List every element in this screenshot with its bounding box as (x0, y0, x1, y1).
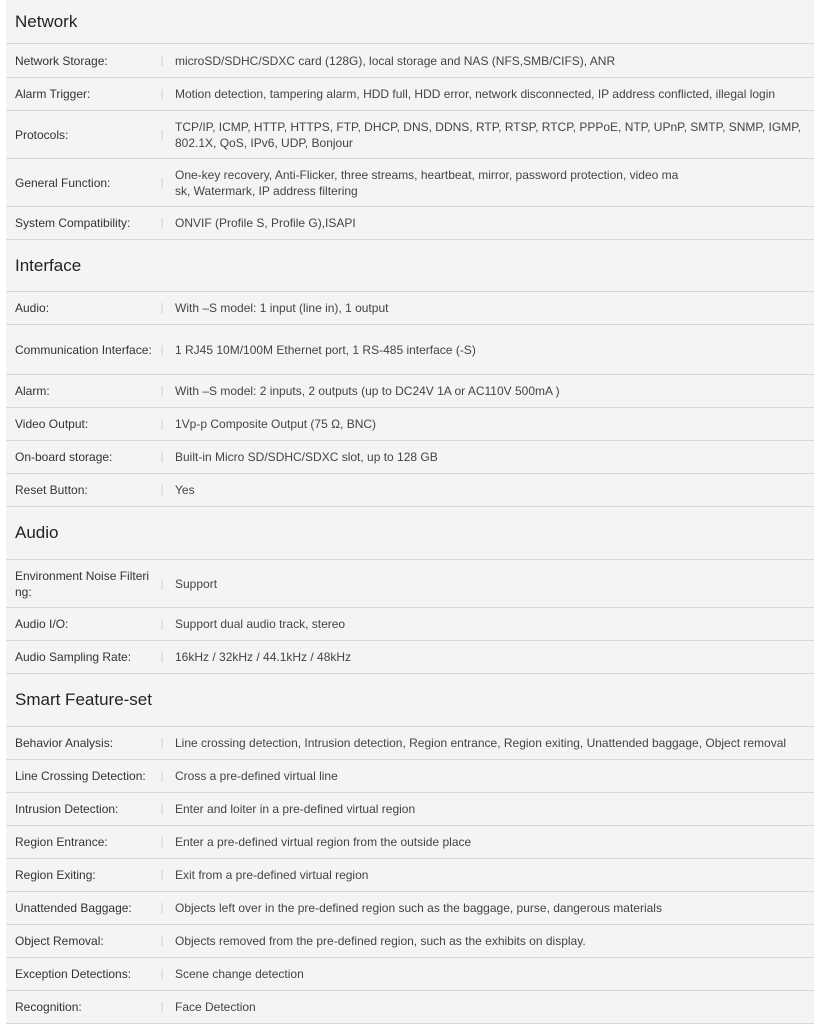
spec-value: Motion detection, tampering alarm, HDD full, HDD error, network disconnected, IP address conflicted, illegal login (175, 87, 776, 101)
spec-label: Video Output: (15, 417, 89, 431)
column-divider: | (160, 217, 164, 229)
spec-value: Line crossing detection, Intrusion detection, Region entrance, Region exiting, Unattended baggage, Object removal (175, 736, 787, 750)
column-divider: | (160, 803, 164, 815)
spec-row (6, 78, 814, 111)
column-divider: | (160, 385, 164, 397)
spec-label: Region Entrance: (15, 835, 108, 849)
spec-row (6, 111, 814, 159)
column-divider: | (160, 451, 164, 463)
spec-label: Audio: (15, 301, 50, 315)
spec-value: 1Vp-p Composite Output (75 Ω, BNC) (175, 417, 377, 431)
column-divider: | (160, 902, 164, 914)
column-divider: | (160, 484, 164, 496)
spec-value: 16kHz / 32kHz / 44.1kHz / 48kHz (175, 650, 352, 664)
spec-value: With –S model: 1 input (line in), 1 output (175, 301, 389, 315)
spec-label: Object Removal: (15, 934, 104, 948)
spec-label: On-board storage: (15, 450, 113, 464)
spec-value: Support dual audio track, stereo (175, 617, 346, 631)
section-title-audio: Audio (6, 507, 814, 560)
spec-value: With –S model: 2 inputs, 2 outputs (up to DC24V 1A or AC110V 500mA ) (175, 384, 560, 398)
spec-label: Audio I/O: (15, 617, 69, 631)
spec-row (6, 760, 814, 793)
spec-row (6, 44, 814, 78)
spec-row (6, 474, 814, 507)
column-divider: | (160, 54, 164, 67)
column-divider: | (160, 577, 164, 590)
spec-value: ONVIF (Profile S, Profile G),ISAPI (175, 216, 356, 230)
spec-value: Yes (175, 483, 195, 497)
spec-row (6, 560, 814, 608)
spec-row (6, 441, 814, 474)
spec-label: Line Crossing Detection: (15, 769, 146, 783)
spec-row (6, 991, 814, 1024)
spec-label: Communication Interface: (15, 342, 152, 357)
spec-value: Enter a pre-defined virtual region from the outside place (175, 835, 472, 849)
spec-label: Intrusion Detection: (15, 802, 119, 816)
spec-value: Exit from a pre-defined virtual region (175, 868, 369, 882)
spec-row (6, 207, 814, 240)
column-divider: | (160, 836, 164, 848)
spec-row (6, 408, 814, 441)
spec-value: TCP/IP, ICMP, HTTP, HTTPS, FTP, DHCP, DNS, DDNS, RTP, RTSP, RTCP, PPPoE, NTP, UPnP, SMTP, SNMP, IGMP, 802.1X, QoS, IPv6, UDP, Bonjour (175, 119, 801, 150)
section-title-smart-feature-set: Smart Feature-set (6, 674, 814, 727)
column-divider: | (160, 1001, 164, 1013)
spec-row (6, 826, 814, 859)
column-divider: | (160, 128, 164, 141)
spec-value: microSD/SDHC/SDXC card (128G), local storage and NAS (NFS,SMB/CIFS), ANR (175, 53, 616, 68)
spec-label: Alarm: (15, 384, 50, 398)
spec-label: Environment Noise Filtering: (15, 568, 150, 599)
spec-label: Behavior Analysis: (15, 736, 114, 750)
spec-label: Alarm Trigger: (15, 87, 91, 101)
spec-row (6, 925, 814, 958)
spec-row (6, 292, 814, 325)
spec-page (6, 0, 814, 1024)
spec-value: 1 RJ45 10M/100M Ethernet port, 1 RS-485 interface (-S) (175, 342, 476, 357)
spec-value: One-key recovery, Anti-Flicker, three streams, heartbeat, mirror, password protection, video mask, Watermark, IP address filtering (175, 167, 679, 198)
spec-value: Built-in Micro SD/SDHC/SDXC slot, up to 128 GB (175, 450, 438, 464)
column-divider: | (160, 651, 164, 663)
spec-row (6, 159, 814, 207)
column-divider: | (160, 343, 164, 356)
spec-label: Protocols: (15, 127, 69, 142)
spec-row (6, 958, 814, 991)
spec-row (6, 641, 814, 674)
spec-row (6, 325, 814, 375)
column-divider: | (160, 618, 164, 630)
spec-value: Objects left over in the pre-defined region such as the baggage, purse, dangerous materials (175, 901, 662, 915)
column-divider: | (160, 869, 164, 881)
spec-row (6, 892, 814, 925)
spec-label: Region Exiting: (15, 868, 96, 882)
column-divider: | (160, 770, 164, 782)
section-title-network: Network (6, 0, 814, 44)
spec-label: Exception Detections: (15, 967, 132, 981)
spec-row (6, 793, 814, 826)
spec-label: General Function: (15, 175, 111, 190)
column-divider: | (160, 302, 164, 314)
spec-value: Face Detection (175, 1000, 256, 1014)
column-divider: | (160, 968, 164, 980)
column-divider: | (160, 88, 164, 100)
section-title-interface: Interface (6, 240, 814, 292)
column-divider: | (160, 935, 164, 947)
spec-label: Reset Button: (15, 483, 88, 497)
spec-value: Support (175, 576, 218, 591)
column-divider: | (160, 418, 164, 430)
spec-value: Cross a pre-defined virtual line (175, 769, 338, 783)
spec-label: System Compatibility: (15, 216, 131, 230)
spec-value: Objects removed from the pre-defined region, such as the exhibits on display. (175, 934, 586, 948)
spec-row (6, 608, 814, 641)
spec-value: Enter and loiter in a pre-defined virtual region (175, 802, 416, 816)
column-divider: | (160, 737, 164, 749)
spec-label: Audio Sampling Rate: (15, 650, 132, 664)
spec-label: Recognition: (15, 1000, 82, 1014)
column-divider: | (160, 176, 164, 189)
spec-label: Unattended Baggage: (15, 901, 132, 915)
spec-row (6, 727, 814, 760)
spec-label: Network Storage: (15, 53, 108, 68)
spec-value: Scene change detection (175, 967, 304, 981)
spec-row (6, 859, 814, 892)
spec-row (6, 375, 814, 408)
